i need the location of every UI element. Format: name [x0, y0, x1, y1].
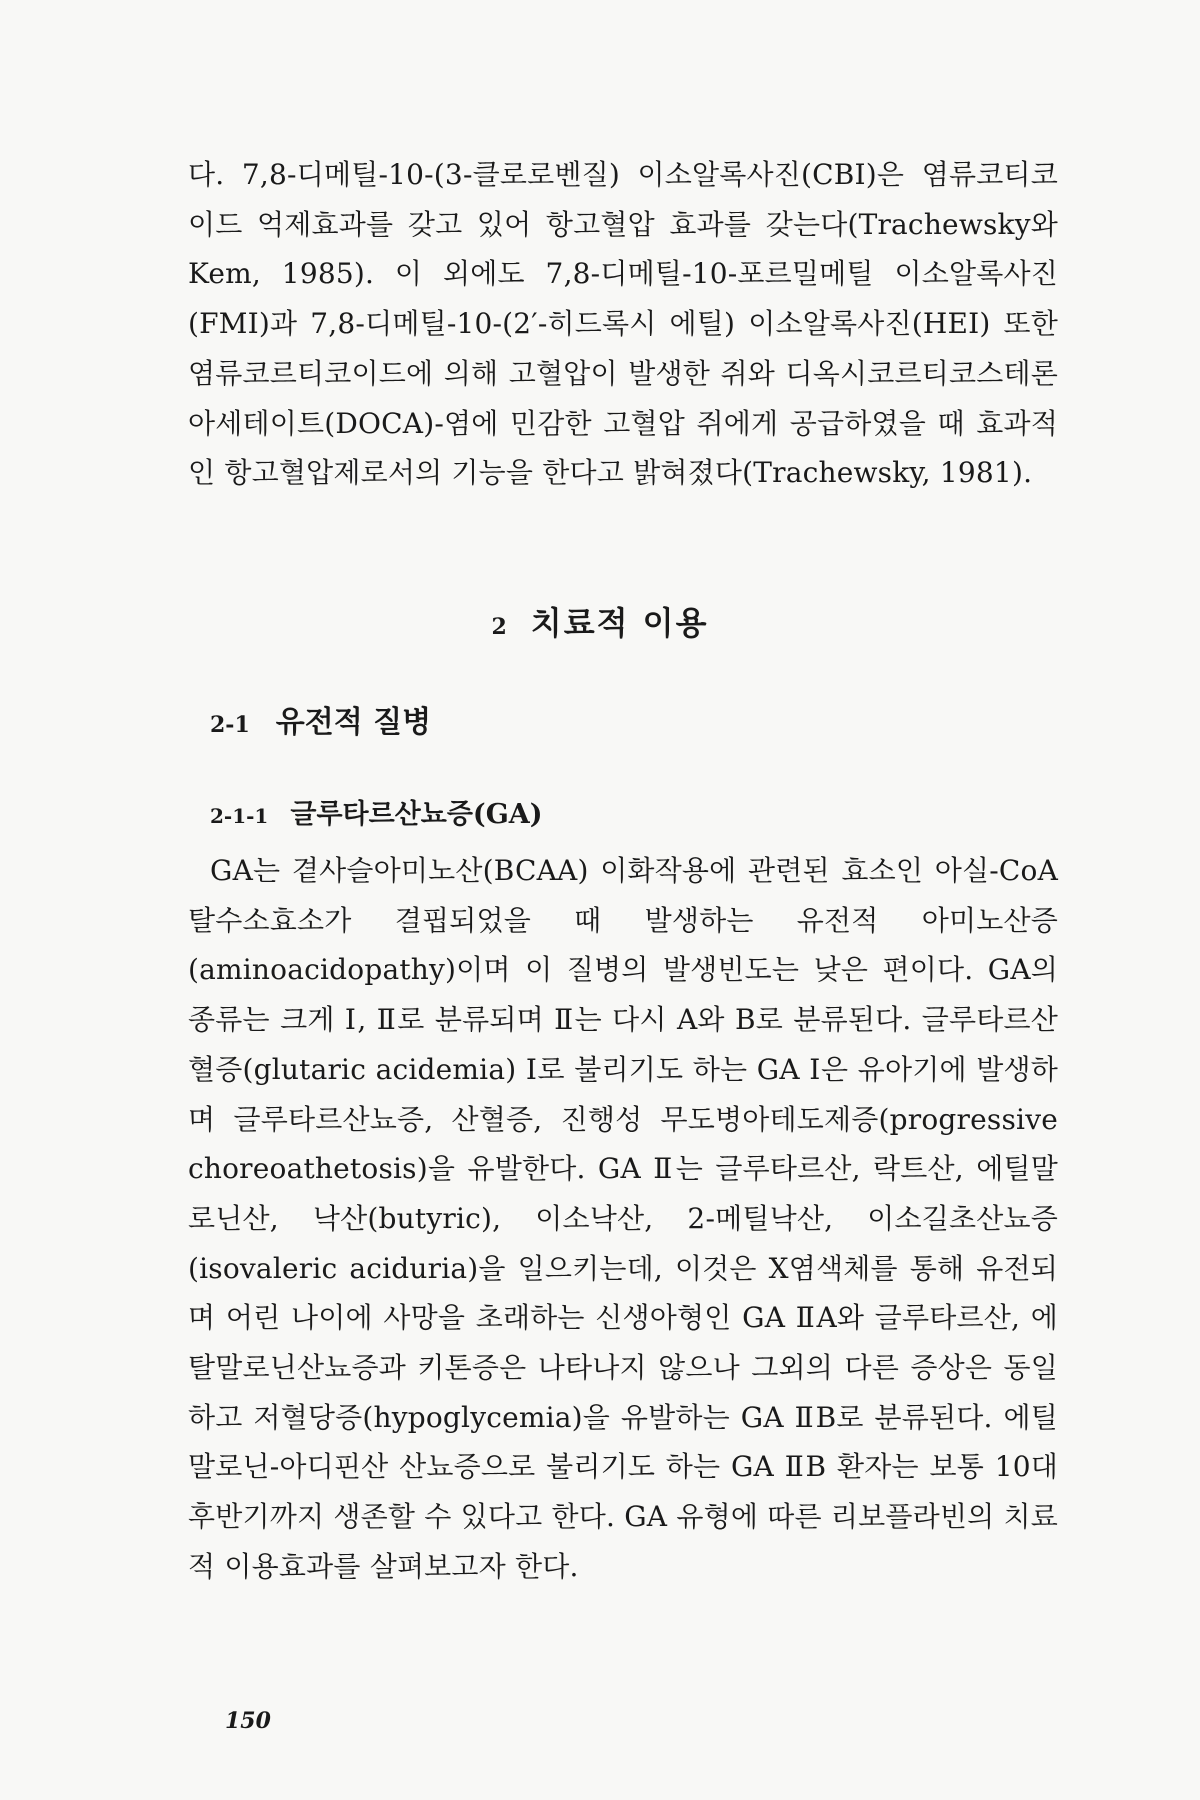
subsubsection-title: 글루타르산뇨증(GA)	[290, 799, 543, 830]
section-title: 치료적 이용	[530, 604, 709, 642]
body-paragraph-ga: GA는 곁사슬아미노산(BCAA) 이화작용에 관련된 효소인 아실-CoA 탈수소효소가 결핍되었을 때 발생하는 유전적 아미노산증(aminoacidopathy)이며 이 질병의 발생빈도는 낮은 편이다. GA의 종류는 크게 Ⅰ, Ⅱ로 분류되며 Ⅱ는 다시 A와 B로 분류된다. 글루타르산혈증(glutaric acidemia) Ⅰ로 불리기도 하는 GA Ⅰ은 유아기에 발생하며 글루타르산뇨증, 산혈증, 진행성 무도병아테도제증(progressive choreoathetosis)을 유발한다. GA Ⅱ는 글루타르산, 락트산, 에틸말로닌산, 낙산(butyric), 이소낙산, 2-메틸낙산, 이소길초산뇨증(isovaleric aciduria)을 일으키는데, 이것은 X염색체를 통해 유전되며 어린 나이에 사망을 초래하는 신생아형인 GA ⅡA와 글루타르산, 에탈말로닌산뇨증과 키톤증은 나타나지 않으나 그외의 다른 증상은 동일하고 저혈당증(hypoglycemia)을 유발하는 GA ⅡB로 분류된다. 에틸말로닌-아디핀산 산뇨증으로 불리기도 하는 GA ⅡB 환자는 보통 10대 후반기까지 생존할 수 있다고 한다. GA 유형에 따른 리보플라빈의 치료적 이용효과를 살펴보고자 한다.	[188, 854, 1058, 1583]
page-number: 150	[225, 1708, 271, 1734]
body-paragraph-intro: 다. 7,8-디메틸-10-(3-클로로벤질) 이소알록사진(CBI)은 염류코티코이드 억제효과를 갖고 있어 항고혈압 효과를 갖는다(Trachewsky와 Kem, 1985). 이 외에도 7,8-디메틸-10-포르밀메틸 이소알록사진(FMI)과 7,8-디메틸-10-(2′-히드록시 에틸) 이소알록사진(HEI) 또한 염류코르티코이드에 의해 고혈압이 발생한 쥐와 디옥시코르티코스테론 아세테이트(DOCA)-염에 민감한 고혈압 쥐에게 공급하였을 때 효과적인 항고혈압제로서의 기능을 한다고 밝혀졌다(Trachewsky, 1981).	[188, 158, 1058, 490]
section-number: 2	[491, 614, 509, 640]
section-heading	[0, 598, 1200, 644]
subsection-heading	[210, 697, 431, 741]
subsubsection-number: 2-1-1	[210, 804, 269, 828]
subsection-title: 유전적 질병	[275, 705, 432, 740]
subsubsection-heading	[210, 792, 543, 831]
subsection-number: 2-1	[210, 712, 250, 738]
